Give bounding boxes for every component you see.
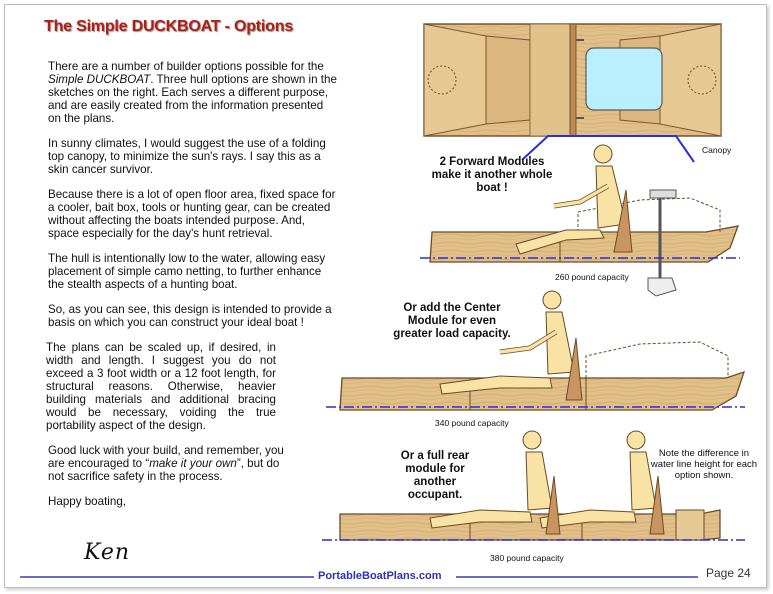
paragraph-design-basis: So, as you can see, this design is intended to provide a basis on which you can construct your ideal boat ! — [48, 302, 332, 329]
paragraph-hull: The hull is intentionally low to the water, allowing easy placement of simple camo netting, to further enhance the stealth aspects of a hunting boat. — [48, 251, 326, 292]
boat-top-view — [424, 24, 721, 136]
canopy-label: Canopy — [702, 145, 732, 155]
paragraph-floor-space: Because there is a lot of open floor area, fixed space for a cooler, bait box, tools or hunting gear, can be created without affecting the boats intended purpose. And, space especially for the day's hunt retrieval. — [48, 187, 336, 241]
page-title: The Simple DUCKBOAT - Options — [44, 18, 294, 35]
paragraph-scaling: The plans can be scaled up, if desired, in width and length. I suggest you do not exceed a 3 foot width or a 12 foot length, for structural reasons. Otherwise, heavier building materials and additional bracing would be necessary, voiding the true portability aspect of the design. — [46, 340, 276, 433]
waterline-note: Note the difference in water line height for each option shown. — [650, 448, 758, 481]
option2-label: Or add the Center Module for even greater load capacity. — [393, 302, 511, 340]
page-number: Page 24 — [706, 566, 751, 580]
footer-website: PortableBoatPlans.com — [318, 570, 442, 582]
option3-label: Or a full rear module for another occupant. — [400, 450, 470, 501]
option1-label: 2 Forward Modules make it another whole boat ! — [431, 156, 553, 194]
paragraph-intro: There are a number of builder options possible for the Simple DUCKBOAT. Three hull options are shown in the sketches on the right. Each serves a different purpose, and are easily created from the information presented on the plans. — [48, 60, 337, 126]
option1-capacity: 260 pound capacity — [555, 272, 629, 282]
option3-capacity: 380 pound capacity — [490, 553, 564, 563]
paragraph-closing: Happy boating, — [48, 494, 126, 508]
option2-capacity: 340 pound capacity — [435, 418, 509, 428]
signature: Ken — [84, 540, 131, 565]
paragraph-canopy: In sunny climates, I would suggest the use of a folding top canopy, to minimize the sun's rays. I say this as a skin cancer survivor. — [48, 137, 326, 177]
paragraph-good-luck: Good luck with your build, and remember, you are encouraged to “make it your own”, but do not sacrifice safety in the process. — [48, 443, 284, 483]
